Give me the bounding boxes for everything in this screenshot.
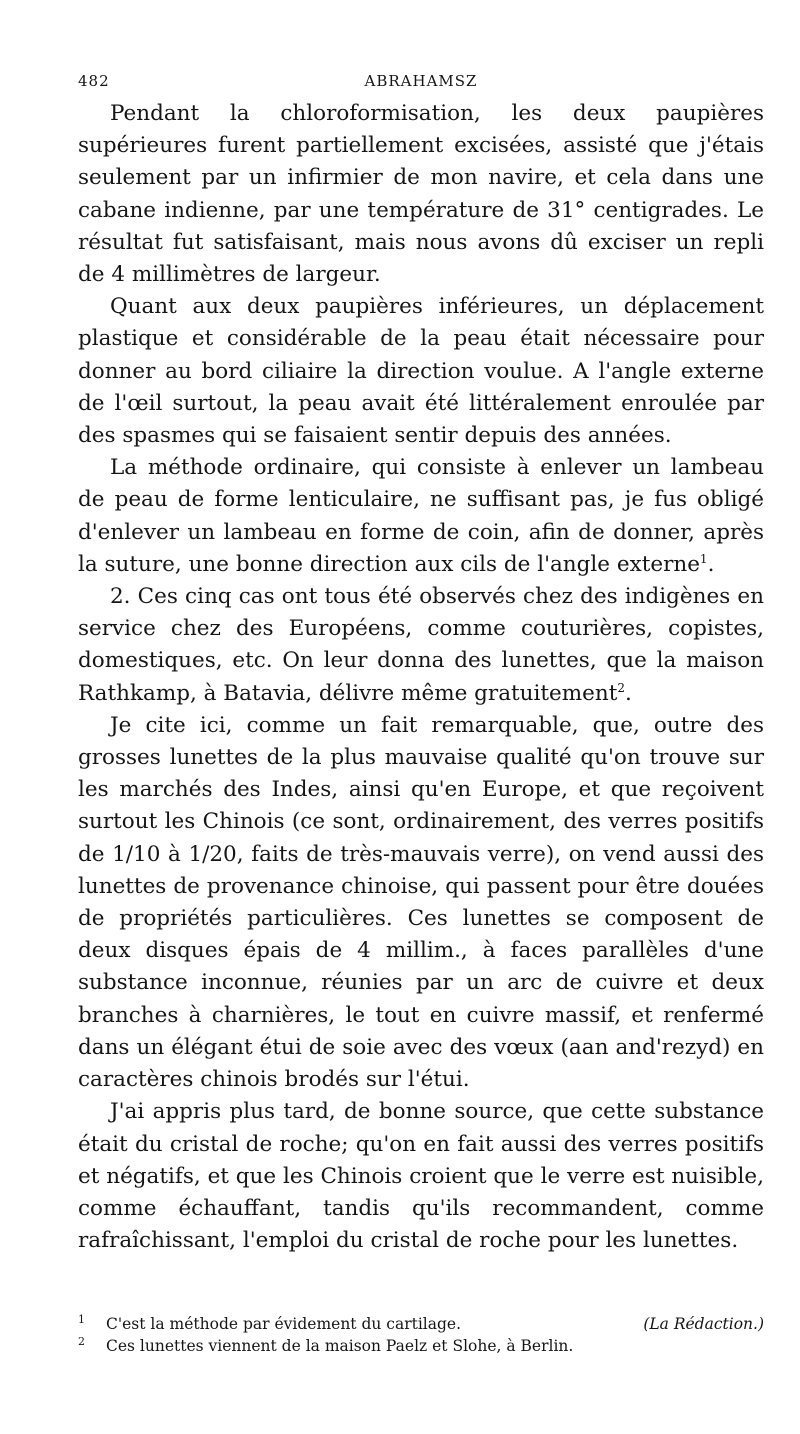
- footnotes: [78, 1313, 764, 1357]
- footnote: [78, 1335, 764, 1357]
- running-title: ABRAHAMSZ: [364, 72, 478, 90]
- paragraph: [78, 710, 764, 1096]
- paragraph-text: Je cite ici, comme un fait remarquable, que, outre des grosses lunettes de la plus mauvaise qualité qu'on trouve sur les marchés des Indes, ainsi qu'en Europe, et que reçoivent surtout les Chinois (ce sont, ordinairement, des verres positifs de 1/10 à 1/20, faits de très-mauvais verre), on vend aussi des lunettes de provenance chinoise, qui passent pour être douées de propriétés particulières. Ces lunettes se composent de deux disques épais de 4 millim., à faces parallèles d'une substance inconnue, réunies par un arc de cuivre et deux branches à charnières, le tout en cuivre massif, et renfermé dans un élégant étui de soie avec des vœux (aan and'rezyd) en caractères chinois brodés sur l'étui.: [78, 712, 764, 1093]
- paragraph-text: Quant aux deux paupières inférieures, un déplacement plastique et considérable de la peau était nécessaire pour donner au bord ciliaire la direction voulue. A l'angle externe de l'œil surtout, la peau avait été littéralement enroulée par des spasmes qui se faisaient sentir depuis des années.: [78, 294, 764, 449]
- footnote-credit: (La Rédaction.): [643, 1315, 764, 1334]
- paragraph-tail: .: [707, 551, 715, 577]
- footnote-text: C'est la méthode par évidement du cartilage.: [106, 1315, 462, 1334]
- footnote-mark: 1: [78, 1313, 85, 1327]
- running-head: [78, 72, 764, 98]
- footnote-ref: 2: [617, 680, 625, 695]
- paragraph: [78, 98, 764, 291]
- paragraph-text: Pendant la chloroformisation, les deux paupières supérieures furent partiellement excisées, assisté que j'étais seulement par un infirmier de mon navire, et cela dans une cabane indienne, par une température de 31° centigrades. Le résultat fut satisfaisant, mais nous avons dû exciser un repli de 4 millimètres de largeur.: [78, 101, 764, 288]
- paragraph: [78, 291, 764, 452]
- paragraph: [78, 581, 764, 710]
- paragraph: [78, 1096, 764, 1257]
- footnote-ref: 1: [699, 551, 708, 566]
- footnote-mark: 2: [78, 1335, 85, 1349]
- footnote-text: Ces lunettes viennent de la maison Paelz et Slohe, à Berlin.: [106, 1337, 574, 1356]
- footnote: [78, 1313, 764, 1335]
- body-text: [78, 98, 764, 1257]
- paragraph: [78, 452, 764, 581]
- paragraph-tail: .: [625, 680, 632, 706]
- paragraph-text: 2. Ces cinq cas ont tous été observés chez des indigènes en service chez des Européens, comme couturières, copistes, domestiques, etc. On leur donna des lunettes, que la maison Rathkamp, à Batavia, délivre même gratuitement: [78, 584, 764, 706]
- paragraph-text: La méthode ordinaire, qui consiste à enlever un lambeau de peau de forme lenticulaire, ne suffisant pas, je fus obligé d'enlever un lambeau en forme de coin, afin de donner, après la suture, une bonne direction aux cils de l'angle externe: [78, 455, 764, 577]
- page-number: 482: [78, 72, 110, 90]
- paragraph-text: J'ai appris plus tard, de bonne source, que cette substance était du cristal de roche; qu'on en fait aussi des verres positifs et négatifs, et que les Chinois croient que le verre est nuisible, comme échauffant, tandis qu'ils recommandent, comme rafraîchissant, l'emploi du cristal de roche pour les lunettes.: [78, 1099, 764, 1254]
